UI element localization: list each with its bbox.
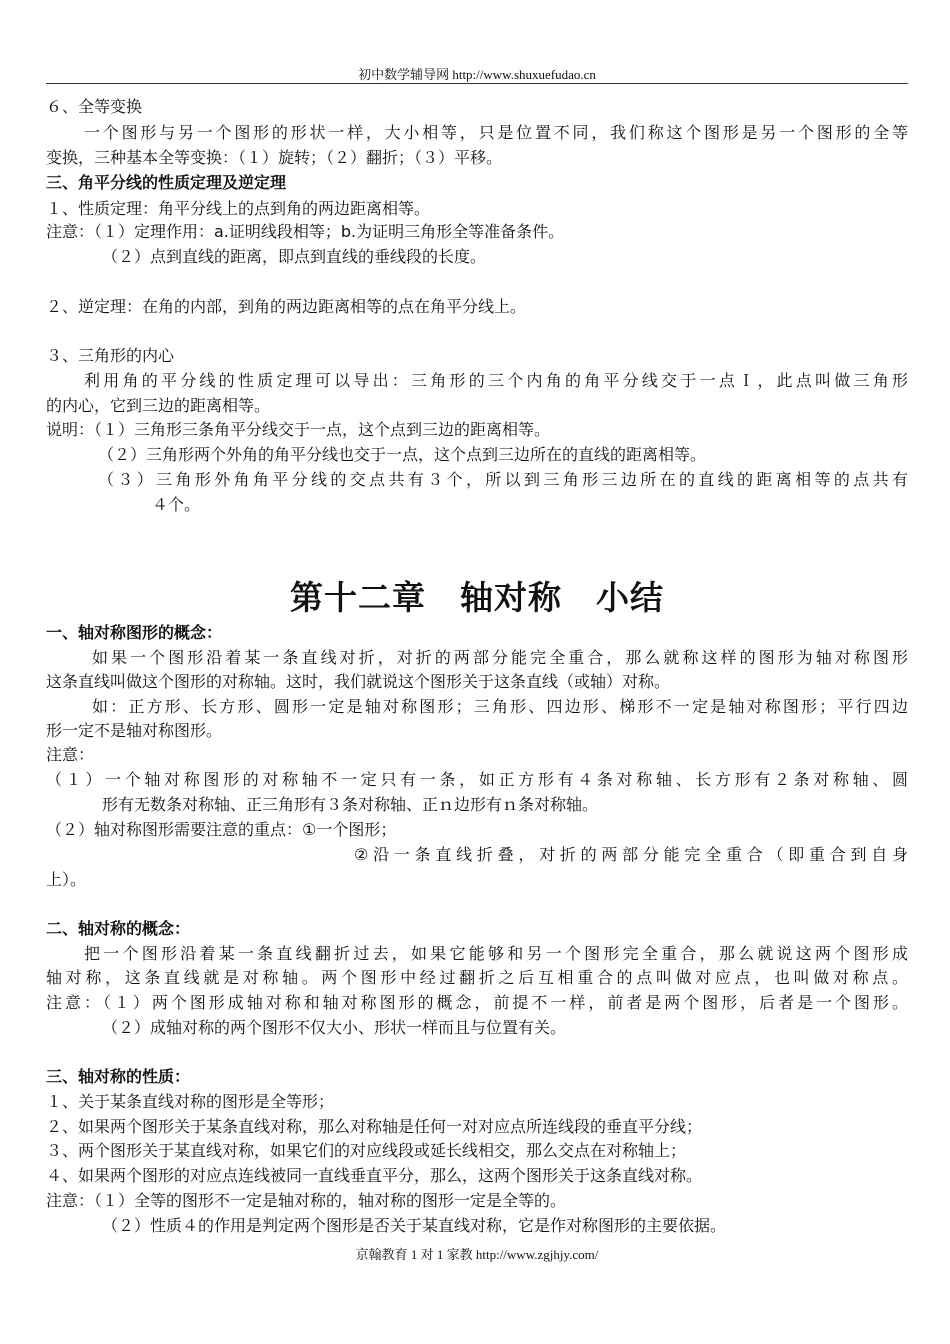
note-line: （３）三角形外角角平分线的交点共有３个，所以到三角形三边所在的直线的距离相等的点共有 [98,470,908,489]
section-heading: 三、角平分线的性质定理及逆定理 [46,173,287,192]
note-line: 注意：（１）两个图形成轴对称和轴对称图形的概念，前提不一样，前者是两个图形，后者是一个图形。 [46,993,908,1012]
note-line: （２）轴对称图形需要注意的重点：①一个图形； [46,820,397,839]
section-heading: 二、轴对称的概念： [46,919,191,938]
header-rule [46,83,908,84]
paragraph-line: 利用角的平分线的性质定理可以导出：三角形的三个内角的角平分线交于一点Ｉ，此点叫做三角形 [84,371,908,390]
section-heading: 一、轴对称图形的概念： [46,623,223,642]
note-line: 形有无数条对称轴、正三角形有３条对称轴、正ｎ边形有ｎ条对称轴。 [102,795,599,814]
note-line: （２）点到直线的距离，即点到直线的垂线段的长度。 [102,247,487,266]
note-line: ４个。 [152,495,201,514]
list-item: ３、两个图形关于某直线对称，如果它们的对应线段或延长线相交，那么交点在对称轴上； [46,1141,687,1160]
paragraph-line: 如果一个图形沿着某一条直线对折，对折的两部分能完全重合，那么就称这样的图形为轴对称图形 [92,648,908,667]
note-line: （２）三角形两个外角的角平分线也交于一点，这个点到三边所在的直线的距离相等。 [98,445,707,464]
note-line: （２）成轴对称的两个图形不仅大小、形状一样而且与位置有关。 [102,1018,567,1037]
page-footer: 京翰教育 1 对 1 家教 http://www.zgjhjy.com/ [355,1247,599,1262]
note-line: ②沿一条直线折叠，对折的两部分能完全重合（即重合到自身 [354,845,908,864]
paragraph-line: 轴对称，这条直线就是对称轴。两个图形中经过翻折之后互相重合的点叫做对应点，也叫做对称点。 [46,968,908,987]
item-6-heading: ６、全等变换 [46,97,143,116]
paragraph-line: 这条直线叫做这个图形的对称轴。这时，我们就说这个图形关于这条直线（或轴）对称。 [46,672,671,691]
note-line: 上）。 [46,870,87,889]
note-line: 注意：（１）定理作用：a.证明线段相等；b.为证明三角形全等准备条件。 [46,222,565,241]
paragraph-line: １、性质定理：角平分线上的点到角的两边距离相等。 [46,199,431,218]
list-item: ２、如果两个图形关于某条直线对称，那么对称轴是任何一对对应点所连线段的垂直平分线； [46,1117,703,1136]
paragraph-line: 变换，三种基本全等变换：（１）旋转；（２）翻折；（３）平移。 [46,148,503,167]
paragraph-line: 一个图形与另一个图形的形状一样，大小相等，只是位置不同，我们称这个图形是另一个图形的全等 [84,123,908,142]
paragraph-line: 如：正方形、长方形、圆形一定是轴对称图形；三角形、四边形、梯形不一定是轴对称图形；平行四边 [92,697,908,716]
section-heading: 三、轴对称的性质： [46,1067,191,1086]
paragraph-line: 的内心，它到三边的距离相等。 [46,396,271,415]
paragraph-line: ２、逆定理：在角的内部，到角的两边距离相等的点在角平分线上。 [46,297,527,316]
note-line: 注意：（１）全等的图形不一定是轴对称的，轴对称的图形一定是全等的。 [46,1191,567,1210]
note-line: 说明：（１）三角形三条角平分线交于一点，这个点到三边的距离相等。 [46,420,551,439]
list-item: １、关于某条直线对称的图形是全等形； [46,1092,335,1111]
chapter-title: 第十二章 轴对称 小结 [290,578,664,617]
note-line: （２）性质４的作用是判定两个图形是否关于某直线对称，它是作对称图形的主要依据。 [102,1216,727,1235]
page-header: 初中数学辅导网 http://www.shuxuefudao.cn [358,67,596,82]
note-label: 注意： [46,745,95,764]
paragraph-line: 形一定不是轴对称图形。 [46,721,223,740]
list-item: ４、如果两个图形的对应点连线被同一直线垂直平分，那么，这两个图形关于这条直线对称。 [46,1166,703,1185]
note-line: （１）一个轴对称图形的对称轴不一定只有一条，如正方形有４条对称轴、长方形有２条对称轴、圆 [46,770,908,789]
paragraph-line: 把一个图形沿着某一条直线翻折过去，如果它能够和另一个图形完全重合，那么就说这两个图形成 [84,944,908,963]
paragraph-line: ３、三角形的内心 [46,346,175,365]
